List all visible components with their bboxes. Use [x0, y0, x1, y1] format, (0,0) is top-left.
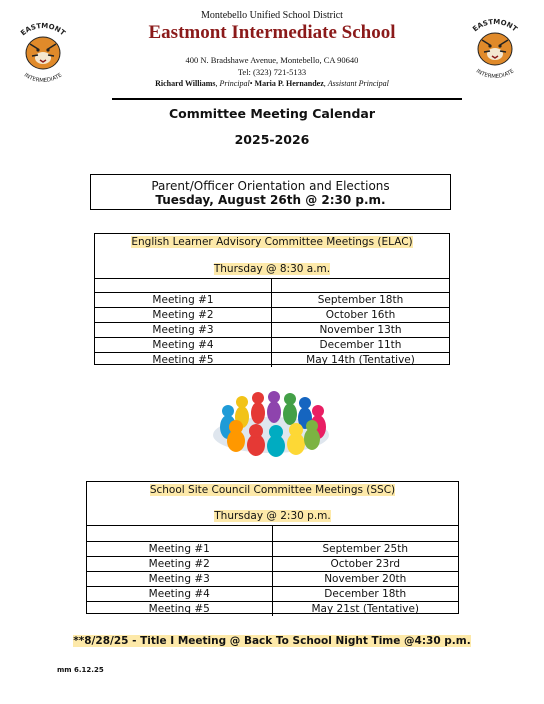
meeting-date: May 14th (Tentative) [306, 354, 415, 366]
table-row [95, 279, 449, 293]
principal-name: Richard Williams [155, 79, 216, 88]
district-name: Montebello Unified School District [201, 10, 343, 21]
school-year: 2025-2026 [234, 132, 310, 147]
meeting-date: October 16th [325, 309, 396, 321]
table-row [87, 557, 458, 572]
assistant-principal-name: Maria P. Hernandez [254, 79, 324, 88]
meeting-number: Meeting #3 [87, 572, 273, 586]
assistant-principal-title: Assistant Principal [327, 79, 389, 88]
people-circle-illustration [206, 377, 336, 459]
meeting-number: Meeting #2 [95, 308, 272, 322]
table-row [95, 293, 449, 308]
ssc-time: Thursday @ 2:30 p.m. [214, 510, 331, 522]
elac-title: English Learner Advisory Committee Meetings (ELAC) [131, 236, 413, 248]
meeting-number: Meeting #4 [95, 338, 272, 352]
meeting-date: September 18th [317, 294, 404, 306]
table-row [95, 353, 449, 367]
meeting-date: December 11th [319, 339, 402, 351]
table-row [95, 308, 449, 323]
table-row [87, 572, 458, 587]
meeting-number: Meeting #2 [87, 557, 273, 571]
table-row [87, 526, 458, 542]
elac-time: Thursday @ 8:30 a.m. [213, 263, 331, 275]
meeting-number: Meeting #5 [95, 353, 272, 367]
logo-top-text: EASTMONT [471, 18, 519, 34]
table-row [87, 602, 458, 616]
meeting-date: October 23rd [330, 558, 401, 570]
title-one-note [0, 635, 544, 647]
orientation-box [90, 174, 451, 210]
header-divider [112, 98, 462, 100]
table-row [95, 338, 449, 353]
table-row [87, 542, 458, 557]
meeting-number: Meeting #1 [87, 542, 273, 556]
meeting-number: Meeting #5 [87, 602, 273, 616]
logo-top-text: EASTMONT [19, 22, 67, 38]
revision-footer: mm 6.12.25 [57, 666, 104, 674]
table-row [87, 587, 458, 602]
separator: • [249, 79, 253, 88]
meeting-number: Meeting #4 [87, 587, 273, 601]
meeting-date: December 18th [324, 588, 407, 600]
school-address: 400 N. Bradshawe Avenue, Montebello, CA 90640 [185, 55, 359, 65]
logo-bottom-text: INTERMEDIATE [22, 72, 64, 84]
meeting-number: Meeting #3 [95, 323, 272, 337]
meeting-date: May 21st (Tentative) [311, 603, 420, 615]
meeting-number: Meeting #1 [95, 293, 272, 307]
orientation-date: Tuesday, August 26th @ 2:30 p.m. [155, 193, 386, 207]
meeting-date: November 13th [319, 324, 402, 336]
logo-bottom-text: INTERMEDIATE [474, 68, 516, 80]
calendar-title: Committee Meeting Calendar [168, 106, 376, 121]
meeting-date: September 25th [322, 543, 408, 555]
school-name: Eastmont Intermediate School [148, 22, 396, 43]
title-one-note-text: **8/28/25 - Title I Meeting @ Back To School Night Time @4:30 p.m. [73, 635, 471, 647]
meeting-date: November 20th [324, 573, 407, 585]
elac-schedule-table [94, 233, 450, 365]
ssc-schedule-table [86, 481, 459, 614]
orientation-title: Parent/Officer Orientation and Elections [151, 179, 390, 193]
school-phone: Tel: (323) 721-5133 [237, 67, 307, 77]
table-row [95, 323, 449, 338]
ssc-title: School Site Council Committee Meetings (SSC) [149, 484, 396, 496]
administrators: Richard Williams, Principal• Maria P. Hernandez, Assistant Principal [155, 79, 389, 88]
principal-title: Principal [219, 79, 250, 88]
